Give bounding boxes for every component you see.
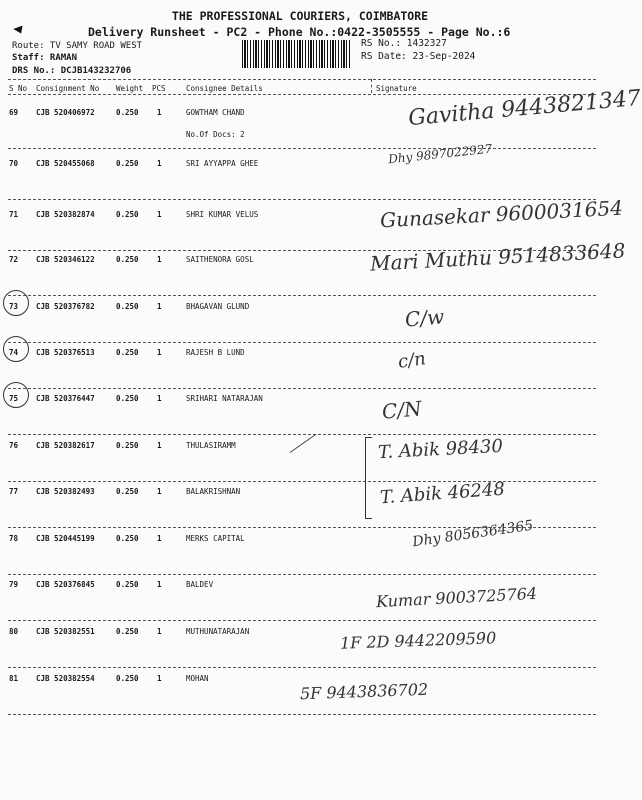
row-consignee: GOWTHAM CHAND (186, 108, 245, 117)
handwritten-signature: Dhy 8056364365 (411, 517, 535, 551)
table-row (0, 238, 626, 295)
handwritten-signature: T. Abik 46248 (379, 478, 506, 509)
handwritten-signature: C/w (404, 304, 446, 332)
table-top-rule (8, 79, 596, 80)
row-sno: 74 (9, 348, 19, 357)
handwritten-signature: C/N (381, 396, 423, 424)
row-consignee: MUTHUNATARAJAN (186, 627, 250, 636)
row-separator (8, 714, 596, 715)
table-row (0, 342, 600, 388)
table-row (0, 141, 600, 199)
handwritten-signature: Gunasekar 9600031654 (379, 195, 624, 233)
row-consignee: THULASIRAMM (186, 441, 236, 450)
rs-date: RS Date: 23-Sep-2024 (361, 51, 476, 62)
row-separator (8, 148, 596, 149)
table-row (0, 668, 600, 714)
row-pcs: 1 (157, 487, 162, 496)
row-consignment: CJB 520382493 (36, 487, 95, 496)
row-pcs: 1 (157, 108, 162, 117)
row-consignment: CJB 520376513 (36, 348, 95, 357)
corner-mark-icon (13, 26, 25, 36)
row-weight: 0.250 (116, 210, 139, 219)
row-sno: 69 (9, 108, 19, 117)
row-consignment: CJB 520455068 (36, 159, 95, 168)
handwritten-signature: Mari Muthu 9514833648 (369, 238, 626, 276)
row-consignment: CJB 520382551 (36, 627, 95, 636)
row-sno: 76 (9, 441, 19, 450)
row-sno: 79 (9, 580, 19, 589)
row-pcs: 1 (157, 627, 162, 636)
row-weight: 0.250 (116, 348, 139, 357)
row-pcs: 1 (157, 534, 162, 543)
row-sno: 77 (9, 487, 19, 496)
row-weight: 0.250 (116, 108, 139, 117)
route-label: Route: TV SAMY ROAD WEST (12, 41, 143, 51)
table-row (0, 195, 624, 250)
drs-number: DRS No.: DCJB143232706 (12, 66, 132, 76)
row-weight: 0.250 (116, 580, 139, 589)
handwritten-signature: c/n (396, 348, 428, 373)
handwritten-signature: T. Abik 98430 (377, 435, 504, 464)
row-sno: 75 (9, 394, 19, 403)
row-weight: 0.250 (116, 159, 139, 168)
row-pcs: 1 (157, 441, 162, 450)
row-consignment: CJB 520445199 (36, 534, 95, 543)
table-row (0, 388, 600, 434)
sno-circle-mark (3, 290, 29, 316)
table-row (0, 517, 600, 574)
row-consignee: BALDEV (186, 580, 214, 589)
ink-bracket (365, 437, 372, 519)
row-pcs: 1 (157, 255, 162, 264)
row-weight: 0.250 (116, 441, 139, 450)
row-sno: 81 (9, 674, 19, 683)
row-consignment: CJB 520406972 (36, 108, 95, 117)
row-consignee: BALAKRISHNAN (186, 487, 241, 496)
col-consignment: Consignment No (36, 84, 100, 93)
row-separator (8, 199, 596, 200)
row-consignment: CJB 520382874 (36, 210, 95, 219)
row-consignee: SHRI KUMAR VELUS (186, 210, 259, 219)
handwritten-signature: 1F 2D 9442209590 (339, 628, 497, 653)
table-row (0, 435, 600, 481)
row-sno: 72 (9, 255, 19, 264)
row-consignment: CJB 520376845 (36, 580, 95, 589)
row-sno: 70 (9, 159, 19, 168)
col-consignee: Consignee Details (186, 84, 263, 93)
col-signature: Signature (376, 84, 417, 93)
sno-circle-mark (3, 382, 29, 408)
row-weight: 0.250 (116, 394, 139, 403)
handwritten-signature: Gavitha 9443821347 (407, 85, 642, 132)
row-consignee: RAJESH B LUND (186, 348, 245, 357)
row-pcs: 1 (157, 159, 162, 168)
staff-label: Staff: RAMAN (12, 53, 78, 63)
col-pcs: PCS (152, 84, 166, 93)
col-sno: S No (9, 84, 28, 93)
row-pcs: 1 (157, 394, 162, 403)
row-consignment: CJB 520346122 (36, 255, 95, 264)
row-weight: 0.250 (116, 487, 139, 496)
row-pcs: 1 (157, 580, 162, 589)
row-sno: 78 (9, 534, 19, 543)
row-consignee: SRIHARI NATARAJAN (186, 394, 263, 403)
handwritten-signature: Dhy 9897022927 (387, 141, 493, 167)
row-consignee: MERKS CAPITAL (186, 534, 245, 543)
sno-circle-mark (3, 336, 29, 362)
row-sno: 71 (9, 210, 19, 219)
row-consignment: CJB 520382554 (36, 674, 95, 683)
row-sno: 80 (9, 627, 19, 636)
row-consignee: BHAGAVAN GLUND (186, 302, 250, 311)
row-pcs: 1 (157, 210, 162, 219)
signature-divider (371, 79, 372, 93)
row-consignment: CJB 520376447 (36, 394, 95, 403)
row-consignment: CJB 520382617 (36, 441, 95, 450)
row-consignee: SRI AYYAPPA GHEE (186, 159, 259, 168)
header-bottom-rule (8, 94, 596, 95)
row-weight: 0.250 (116, 534, 139, 543)
row-consignment: CJB 520376782 (36, 302, 95, 311)
document-title: THE PROFESSIONAL COURIERS, COIMBATORE (171, 9, 429, 23)
row-consignee: MOHAN (186, 674, 209, 683)
row-sno: 73 (9, 302, 19, 311)
row-weight: 0.250 (116, 302, 139, 311)
row-weight: 0.250 (116, 255, 139, 264)
barcode (242, 40, 352, 68)
document-subtitle: Delivery Runsheet - PC2 - Phone No.:0422-3505555 - Page No.:6 (88, 25, 511, 39)
table-row (0, 574, 600, 620)
col-weight: Weight (116, 84, 144, 93)
row-note: No.Of Docs: 2 (186, 130, 245, 139)
row-weight: 0.250 (116, 627, 139, 636)
row-pcs: 1 (157, 302, 162, 311)
table-row (0, 621, 600, 667)
table-row (0, 296, 600, 342)
handwritten-signature: Kumar 9003725764 (375, 583, 538, 612)
row-consignee: SAITHENORA GOSL (186, 255, 254, 264)
rs-number: RS No.: 1432327 (361, 38, 447, 49)
row-pcs: 1 (157, 348, 162, 357)
row-weight: 0.250 (116, 674, 139, 683)
row-pcs: 1 (157, 674, 162, 683)
handwritten-signature: 5F 9443836702 (299, 679, 429, 704)
